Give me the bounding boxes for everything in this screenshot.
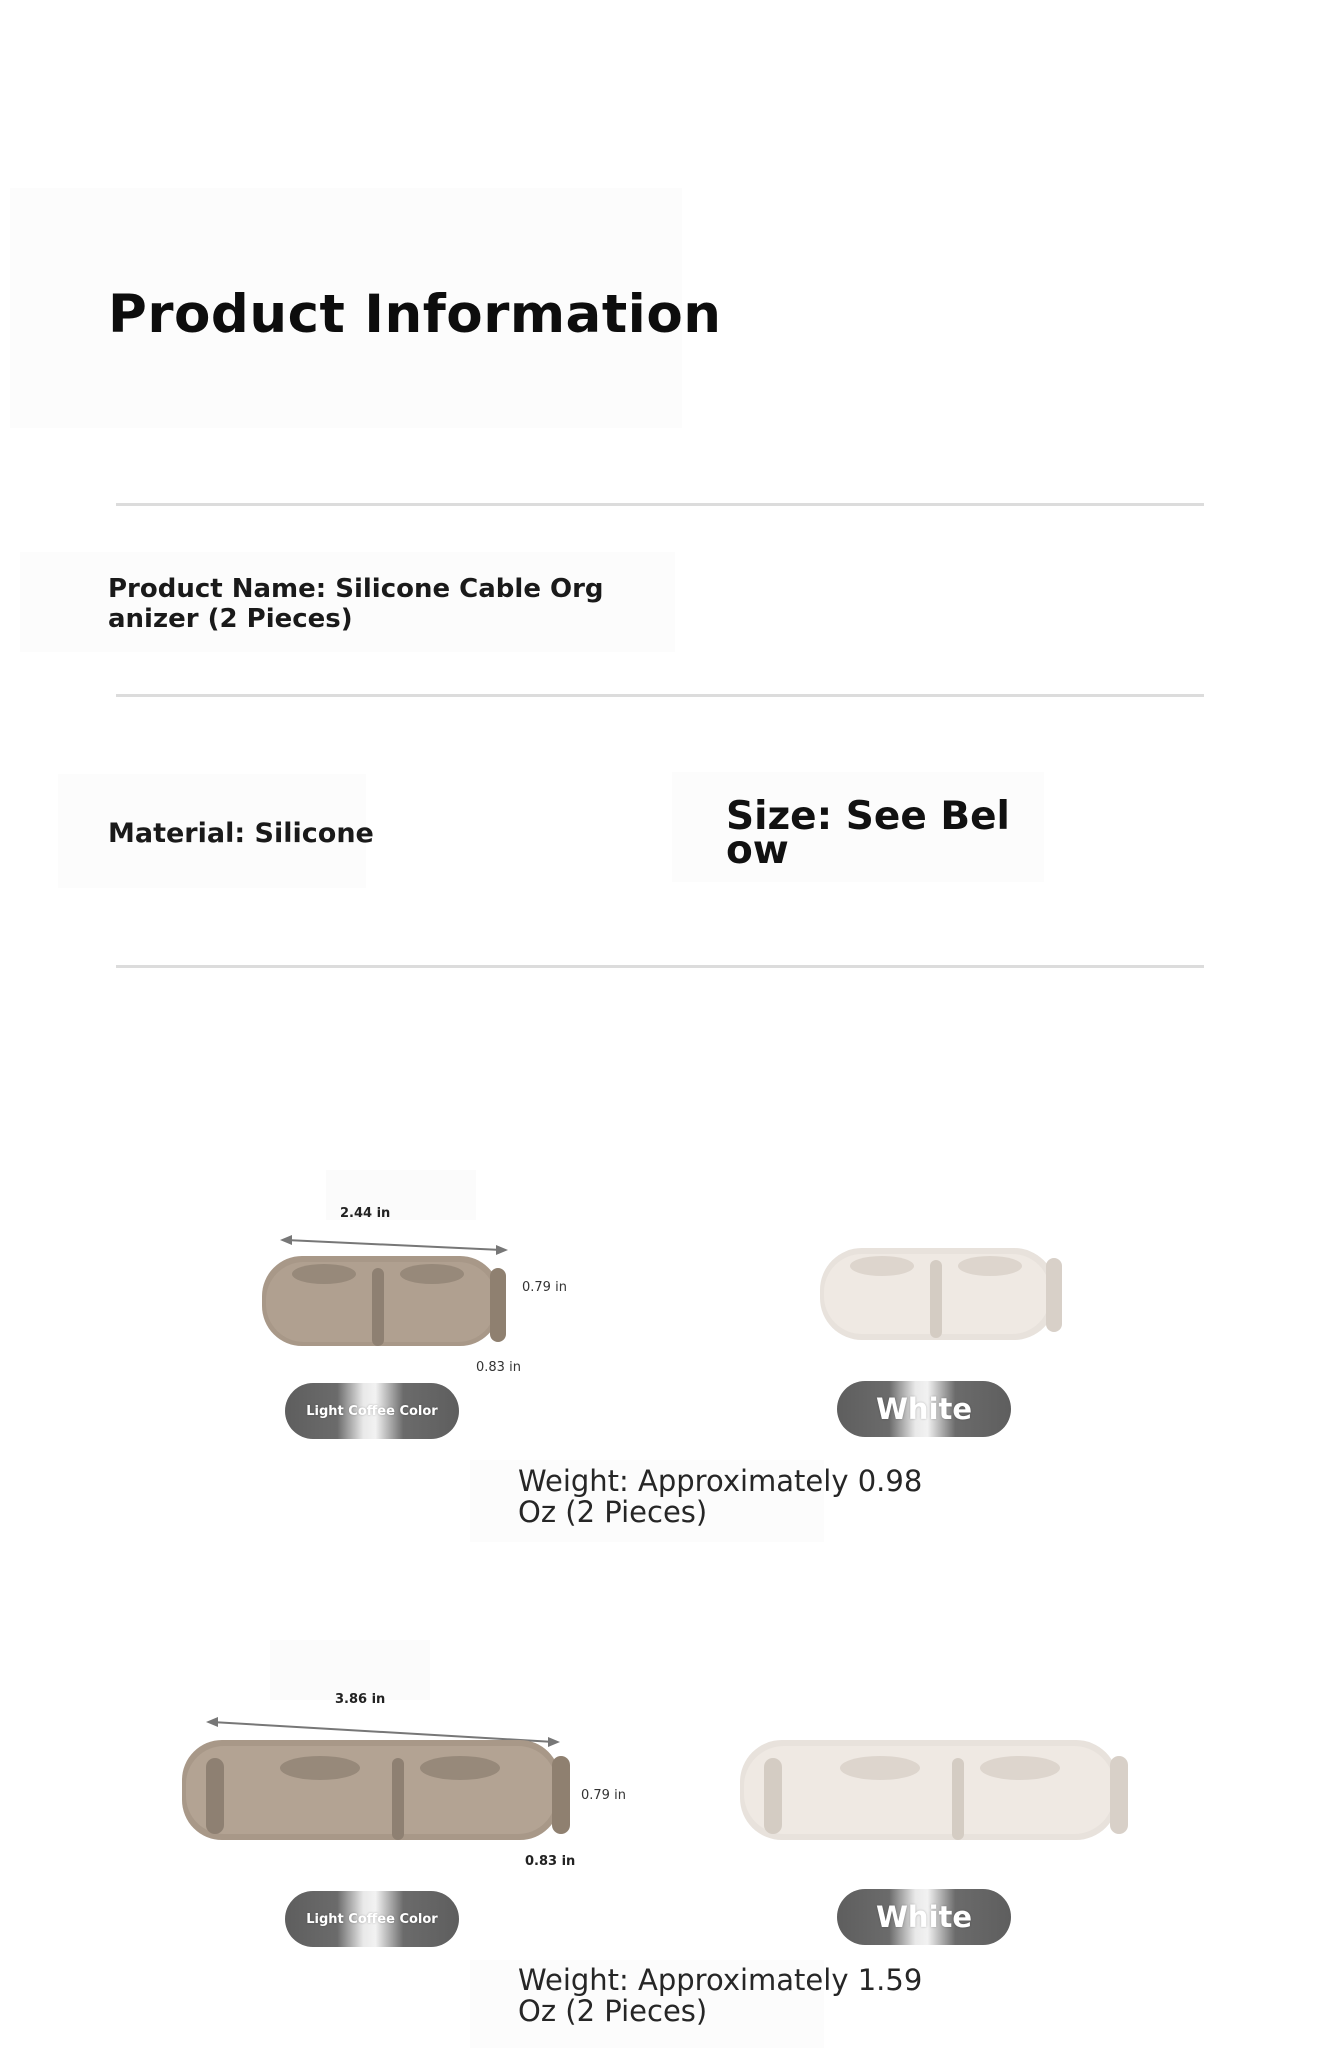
color-tag-white xyxy=(837,1381,1011,1437)
height-label: 0.79 in xyxy=(522,1280,567,1295)
variant-2-coffee-figure xyxy=(160,1640,680,1900)
depth-label: 0.83 in xyxy=(525,1854,576,1869)
white-organizer-long-image xyxy=(730,1718,1130,1858)
divider xyxy=(116,694,1204,697)
weight-spec: Weight: Approximately 1.59 Oz (2 Pieces) xyxy=(518,1963,923,2028)
length-label: 2.44 in xyxy=(340,1206,391,1221)
color-tag-white xyxy=(837,1889,1011,1945)
coffee-organizer-long-image xyxy=(160,1640,680,1900)
color-tag-label: White xyxy=(875,1392,973,1426)
weight-spec: Weight: Approximately 0.98 Oz (2 Pieces) xyxy=(518,1464,923,1529)
divider xyxy=(116,503,1204,506)
size-spec: Size: See Below xyxy=(726,794,1010,873)
color-tag-coffee xyxy=(285,1891,459,1947)
color-tag-label: White xyxy=(875,1900,973,1934)
page-title: Product Information xyxy=(108,284,722,345)
length-label: 3.86 in xyxy=(335,1692,386,1707)
divider xyxy=(116,965,1204,968)
product-name: Product Name: Silicone Cable Organizer (2 Pieces) xyxy=(108,574,604,634)
depth-label: 0.83 in xyxy=(476,1360,521,1375)
height-label: 0.79 in xyxy=(581,1788,626,1803)
material-spec: Material: Silicone xyxy=(108,818,374,849)
color-tag-coffee xyxy=(285,1383,459,1439)
white-organizer-short-image xyxy=(806,1230,1076,1360)
color-tag-label: Light Coffee Color xyxy=(306,1911,438,1927)
color-tag-label: Light Coffee Color xyxy=(306,1403,438,1419)
